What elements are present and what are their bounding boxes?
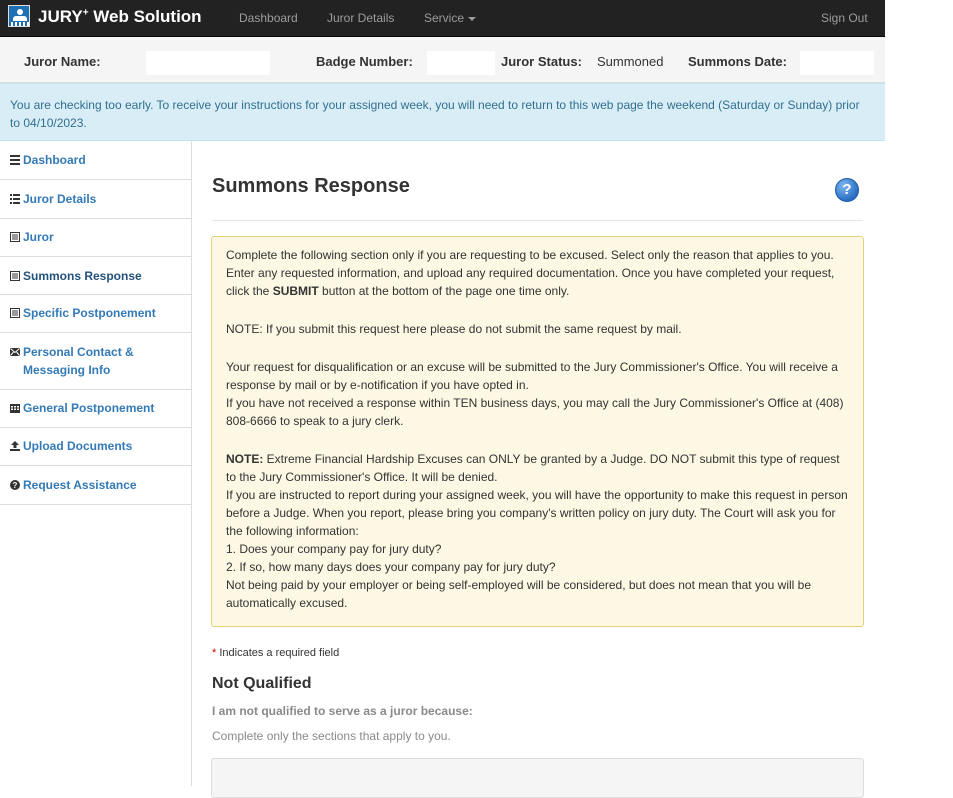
help-icon[interactable]: ? bbox=[835, 178, 859, 202]
sidebar-item-juror-details[interactable] bbox=[0, 180, 191, 219]
sidebar-item-label: General Postponement bbox=[23, 401, 155, 415]
nav-service-label: Service bbox=[424, 11, 465, 25]
question-icon bbox=[10, 480, 20, 490]
notice-question-1: 1. Does your company pay for jury duty? bbox=[226, 542, 442, 556]
svg-text:?: ? bbox=[12, 481, 18, 490]
sidebar-item-personal-contact[interactable] bbox=[0, 333, 191, 390]
sidebar-item-label: Personal Contact & Messaging Info bbox=[23, 345, 134, 377]
notice-paragraph-mail: NOTE: If you submit this request here please do not submit the same request by mail. bbox=[226, 322, 682, 336]
notice-paragraph-self-employed: Not being paid by your employer or being self-employed will be considered, but does not mean that you will be automatically excused. bbox=[226, 578, 811, 610]
sidebar-item-label: Juror Details bbox=[23, 192, 97, 206]
not-qualified-heading: Not Qualified bbox=[212, 675, 312, 692]
document-icon bbox=[10, 271, 20, 281]
excuse-instructions-notice bbox=[211, 236, 864, 627]
nav-service-dropdown[interactable] bbox=[424, 11, 476, 25]
calendar-icon bbox=[10, 403, 20, 413]
required-field-note: * Indicates a required field bbox=[212, 647, 340, 659]
list-icon bbox=[10, 155, 20, 165]
summons-date-label: Summons Date: bbox=[688, 54, 787, 69]
sign-out-link[interactable]: Sign Out bbox=[821, 11, 868, 25]
not-qualified-hint: Complete only the sections that apply to you. bbox=[212, 729, 451, 743]
sidebar-item-label: Summons Response bbox=[23, 269, 142, 283]
notice-paragraph-contact: If you have not received a response within TEN business days, you may call the Jury Commissioner's Office at (408) 808-6666 to speak to a jury clerk. bbox=[226, 396, 844, 428]
summons-date-value bbox=[800, 51, 874, 75]
jury-logo-icon[interactable] bbox=[8, 5, 30, 27]
sidebar-item-upload-documents[interactable] bbox=[0, 428, 191, 466]
sidebar-item-juror[interactable] bbox=[0, 219, 191, 257]
nav-juror-details-link[interactable]: Juror Details bbox=[327, 11, 395, 25]
sidebar-item-dashboard[interactable] bbox=[0, 141, 191, 180]
notice-question-2: 2. If so, how many days does your company pay for jury duty? bbox=[226, 560, 556, 574]
sidebar-item-label: Juror bbox=[23, 230, 54, 244]
notice-paragraph-report: If you are instructed to report during your assigned week, you will have the opportunity to make this request in person before a Judge. When you report, please bring you company's written policy on jury duty. The Court will ask you for the following information: bbox=[226, 488, 848, 538]
top-navbar bbox=[0, 0, 885, 37]
upload-icon bbox=[10, 441, 20, 451]
title-divider bbox=[212, 220, 863, 221]
envelope-icon bbox=[10, 347, 20, 357]
notice-paragraph-submitted: Your request for disqualification or an excuse will be submitted to the Jury Commissioner's Office. You will receive a response by mail or by e-notification if you have opted in. bbox=[226, 360, 838, 392]
sidebar-item-request-assistance[interactable] bbox=[0, 466, 191, 505]
sidebar-item-label: Specific Postponement bbox=[23, 306, 156, 320]
document-icon bbox=[10, 308, 20, 318]
sidebar-item-summons-response[interactable] bbox=[0, 257, 191, 295]
main-content bbox=[192, 141, 885, 786]
document-icon bbox=[10, 232, 20, 242]
juror-name-label: Juror Name: bbox=[24, 54, 101, 69]
alert-text: You are checking too early. To receive your instructions for your assigned week, you will need to return to this web page the weekend (Saturday or Sunday) prior to 04/10/2023. bbox=[10, 98, 860, 130]
sidebar-item-specific-postponement[interactable] bbox=[0, 295, 191, 333]
juror-status-label: Juror Status: bbox=[501, 54, 582, 69]
chevron-down-icon bbox=[468, 17, 476, 21]
juror-info-bar bbox=[0, 37, 885, 83]
notice-paragraph-submit: Complete the following section only if you are requesting to be excused. Select only the reason that applies to you. Enter any requested information, and upload any required documentation. Once you have completed your request, click the SUBMIT button at the bottom of the page one time only. bbox=[226, 248, 835, 298]
sidebar-nav bbox=[0, 141, 192, 786]
nav-dashboard-link[interactable]: Dashboard bbox=[239, 11, 298, 25]
sidebar-item-label: Request Assistance bbox=[23, 478, 137, 492]
badge-number-value bbox=[427, 51, 495, 75]
list-icon bbox=[10, 194, 20, 204]
page-title: Summons Response bbox=[212, 175, 410, 197]
juror-name-value bbox=[146, 51, 270, 75]
early-check-alert bbox=[0, 83, 885, 141]
sidebar-item-general-postponement[interactable] bbox=[0, 390, 191, 428]
notice-paragraph-hardship: NOTE: Extreme Financial Hardship Excuses can ONLY be granted by a Judge. DO NOT submit this type of request to the Jury Commissioner's Office. It will be denied. bbox=[226, 452, 840, 484]
page-margin bbox=[885, 0, 953, 786]
not-qualified-question: I am not qualified to serve as a juror because: bbox=[212, 704, 473, 718]
juror-status-value: Summoned bbox=[597, 54, 664, 69]
sidebar-item-label: Dashboard bbox=[23, 153, 86, 167]
not-qualified-panel bbox=[211, 758, 864, 798]
sidebar-item-label: Upload Documents bbox=[23, 439, 133, 453]
badge-number-label: Badge Number: bbox=[316, 54, 413, 69]
brand-title[interactable]: JURY+ Web Solution bbox=[38, 7, 202, 26]
